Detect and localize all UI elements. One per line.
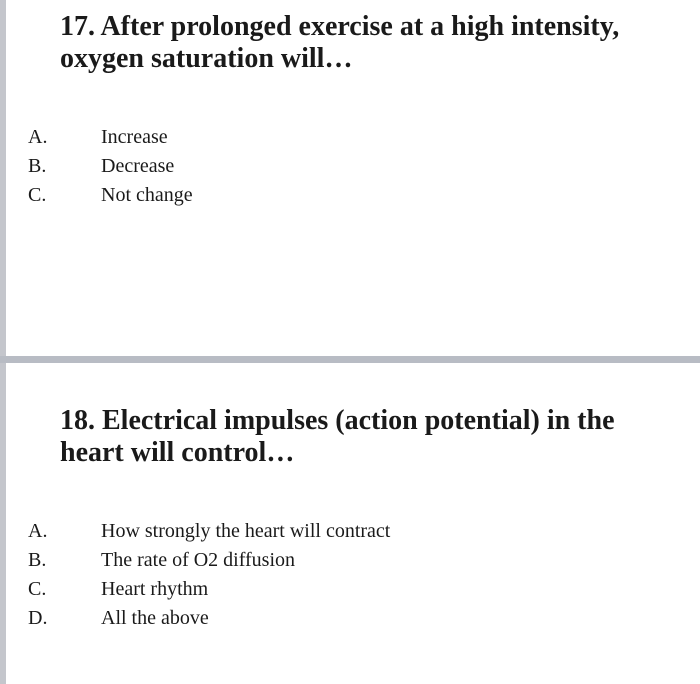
question-18-option-b[interactable] xyxy=(0,546,700,574)
question-17-title: 17. After prolonged exercise at a high intensity, oxygen saturation will… xyxy=(60,11,620,74)
question-18-option-d[interactable] xyxy=(0,604,700,632)
question-18-title: 18. Electrical impulses (action potential) in the heart will control… xyxy=(60,405,615,468)
option-letter: B. xyxy=(28,549,47,571)
option-text: Increase xyxy=(101,126,168,148)
question-18-option-a[interactable] xyxy=(0,517,700,545)
question-17-option-b[interactable] xyxy=(0,152,700,180)
option-letter: C. xyxy=(28,184,47,206)
option-letter: A. xyxy=(28,520,48,542)
option-letter: D. xyxy=(28,607,48,629)
option-text: The rate of O2 diffusion xyxy=(101,549,296,571)
option-letter: C. xyxy=(28,578,47,600)
option-letter: B. xyxy=(28,155,47,177)
question-17-option-c[interactable] xyxy=(0,181,700,209)
question-18-option-c[interactable] xyxy=(0,575,700,603)
option-text: Not change xyxy=(101,184,193,206)
option-text: Heart rhythm xyxy=(101,578,209,600)
section-divider xyxy=(0,356,700,363)
option-text: All the above xyxy=(101,607,209,629)
option-letter: A. xyxy=(28,126,48,148)
option-text: Decrease xyxy=(101,155,175,177)
option-text: How strongly the heart will contract xyxy=(101,520,391,542)
question-17-option-a[interactable] xyxy=(0,123,700,151)
